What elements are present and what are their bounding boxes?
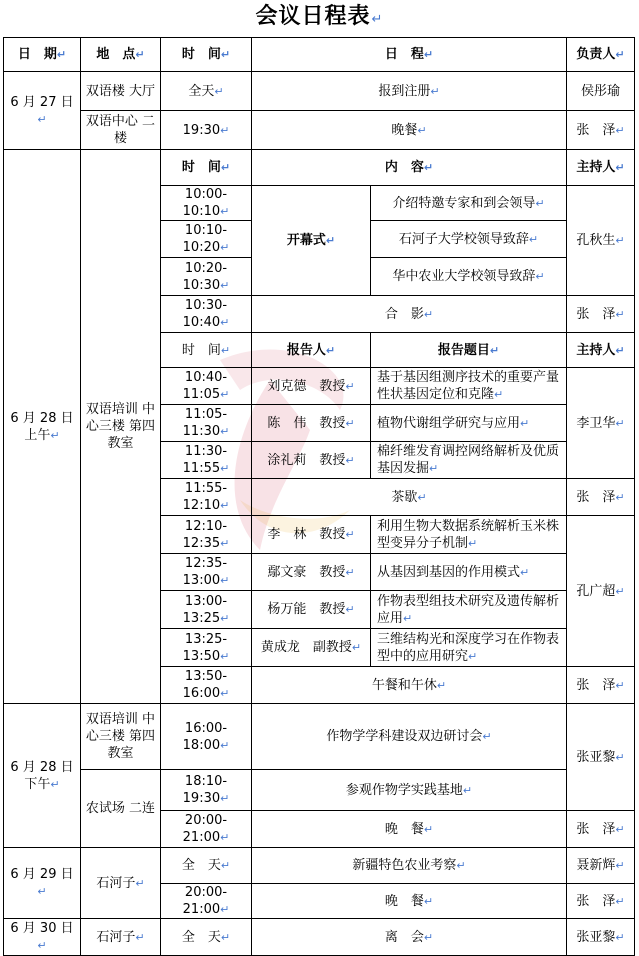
time-cell: 11:55-12:10 ↵	[161, 479, 252, 516]
time-cell: 13:25-13:50 ↵	[161, 629, 252, 667]
time-cell: 10:00-10:10 ↵	[161, 186, 252, 221]
table-row	[4, 72, 635, 111]
header-time: 时 间 ↵	[161, 38, 252, 72]
reporter-cell: 李 林 教授 ↵	[252, 516, 371, 554]
time-cell: 19:30 ↵	[161, 111, 252, 150]
time-cell: 16:00-18:00 ↵	[161, 704, 252, 770]
item-cell: 参观作物学实践基地 ↵	[252, 770, 567, 811]
time-cell: 12:10-12:35 ↵	[161, 516, 252, 554]
topic-cell: 棉纤维发育调控网络解析及优质基因发掘 ↵	[371, 442, 567, 479]
owner-cell: 张 泽 ↵	[567, 296, 635, 333]
table-row	[4, 111, 635, 150]
owner-cell: 聂新辉 ↵	[567, 848, 635, 884]
table-row	[4, 919, 635, 956]
owner-cell: 张 泽 ↵	[567, 811, 635, 848]
time-cell: 11:05-11:30 ↵	[161, 405, 252, 442]
header-owner: 负责人 ↵	[567, 38, 635, 72]
table-row	[4, 704, 635, 770]
time-cell: 10:40-11:05 ↵	[161, 368, 252, 405]
reporter-cell: 杨万能 教授 ↵	[252, 591, 371, 629]
owner-cell: 张亚黎 ↵	[567, 704, 635, 811]
place-cell: 农试场 二连	[81, 770, 161, 848]
reporter-cell: 鄢文豪 教授 ↵	[252, 554, 371, 591]
time-cell: 13:00-13:25 ↵	[161, 591, 252, 629]
subheader-reporter: 报告人 ↵	[252, 333, 371, 368]
schedule-table	[3, 37, 635, 956]
place-cell: 石河子 ↵	[81, 848, 161, 919]
table-header-row	[4, 38, 635, 72]
opening-label: 开幕式 ↵	[252, 186, 371, 296]
time-cell: 10:20-10:30 ↵	[161, 258, 252, 296]
time-cell: 全天 ↵	[161, 72, 252, 111]
time-cell: 12:35-13:00 ↵	[161, 554, 252, 591]
item-cell: 茶歇 ↵	[252, 479, 567, 516]
host-cell: 孔秋生 ↵	[567, 186, 635, 296]
header-date: 日 期 ↵	[4, 38, 81, 72]
item-cell: 石河子大学校领导致辞 ↵	[371, 221, 567, 258]
time-cell: 全 天 ↵	[161, 919, 252, 956]
subheader-content: 内 容 ↵	[252, 150, 567, 186]
place-cell: 双语中心 二楼	[81, 111, 161, 150]
item-cell: 华中农业大学校领导致辞 ↵	[371, 258, 567, 296]
topic-cell: 利用生物大数据系统解析玉米株型变异分子机制 ↵	[371, 516, 567, 554]
reporter-cell: 陈 伟 教授 ↵	[252, 405, 371, 442]
item-cell: 介绍特邀专家和到会领导 ↵	[371, 186, 567, 221]
date-cell: 6 月 28 日 下午 ↵	[4, 704, 81, 848]
item-cell: 报到注册 ↵	[252, 72, 567, 111]
subheader-time: 时 间 ↵	[161, 333, 252, 368]
time-cell: 11:30-11:55 ↵	[161, 442, 252, 479]
time-cell: 10:30-10:40 ↵	[161, 296, 252, 333]
host-cell: 李卫华 ↵	[567, 368, 635, 479]
topic-cell: 从基因到基因的作用模式 ↵	[371, 554, 567, 591]
date-cell: 6 月 28 日 上午 ↵	[4, 150, 81, 704]
place-cell: 石河子 ↵	[81, 919, 161, 956]
subheader-host: 主持人 ↵	[567, 150, 635, 186]
place-cell: 双语楼 大厅	[81, 72, 161, 111]
owner-cell: 张 泽 ↵	[567, 479, 635, 516]
time-cell: 13:50-16:00 ↵	[161, 667, 252, 704]
item-cell: 午餐和午休 ↵	[252, 667, 567, 704]
owner-cell: 侯彤瑜	[567, 72, 635, 111]
table-row	[4, 770, 635, 811]
item-cell: 晚 餐 ↵	[252, 811, 567, 848]
item-cell: 晚餐 ↵	[252, 111, 567, 150]
date-cell: 6 月 29 日 ↵	[4, 848, 81, 919]
item-cell: 新疆特色农业考察 ↵	[252, 848, 567, 884]
owner-cell: 张 泽 ↵	[567, 111, 635, 150]
item-cell: 晚 餐 ↵	[252, 884, 567, 919]
host-cell: 孔广超 ↵	[567, 516, 635, 667]
topic-cell: 三维结构光和深度学习在作物表型中的应用研究 ↵	[371, 629, 567, 667]
time-cell: 全 天 ↵	[161, 848, 252, 884]
item-cell: 合 影 ↵	[252, 296, 567, 333]
topic-cell: 基于基因组测序技术的重要产量性状基因定位和克隆 ↵	[371, 368, 567, 405]
owner-cell: 张 泽 ↵	[567, 667, 635, 704]
place-cell: 双语培训 中心三楼 第四教室	[81, 704, 161, 770]
time-cell: 10:10-10:20 ↵	[161, 221, 252, 258]
table-subheader-row	[4, 150, 635, 186]
header-place: 地 点 ↵	[81, 38, 161, 72]
header-schedule: 日 程 ↵	[252, 38, 567, 72]
time-cell: 18:10-19:30 ↵	[161, 770, 252, 811]
date-cell: 6 月 27 日 ↵	[4, 72, 81, 150]
reporter-cell: 涂礼莉 教授 ↵	[252, 442, 371, 479]
time-cell: 20:00-21:00 ↵	[161, 811, 252, 848]
table-row	[4, 848, 635, 884]
item-cell: 离 会 ↵	[252, 919, 567, 956]
owner-cell: 张 泽 ↵	[567, 884, 635, 919]
reporter-cell: 刘克德 教授 ↵	[252, 368, 371, 405]
place-cell: 双语培训 中心三楼 第四教室	[81, 150, 161, 704]
subheader-host: 主持人 ↵	[567, 333, 635, 368]
subheader-time: 时 间 ↵	[161, 150, 252, 186]
item-cell: 作物学学科建设双边研讨会 ↵	[252, 704, 567, 770]
topic-cell: 作物表型组技术研究及遗传解析应用 ↵	[371, 591, 567, 629]
topic-cell: 植物代谢组学研究与应用 ↵	[371, 405, 567, 442]
time-cell: 20:00-21:00 ↵	[161, 884, 252, 919]
page-title: 会议日程表↵	[255, 4, 384, 29]
date-cell: 6 月 30 日 ↵	[4, 919, 81, 956]
owner-cell: 张亚黎 ↵	[567, 919, 635, 956]
subheader-topic: 报告题目 ↵	[371, 333, 567, 368]
reporter-cell: 黄成龙 副教授 ↵	[252, 629, 371, 667]
